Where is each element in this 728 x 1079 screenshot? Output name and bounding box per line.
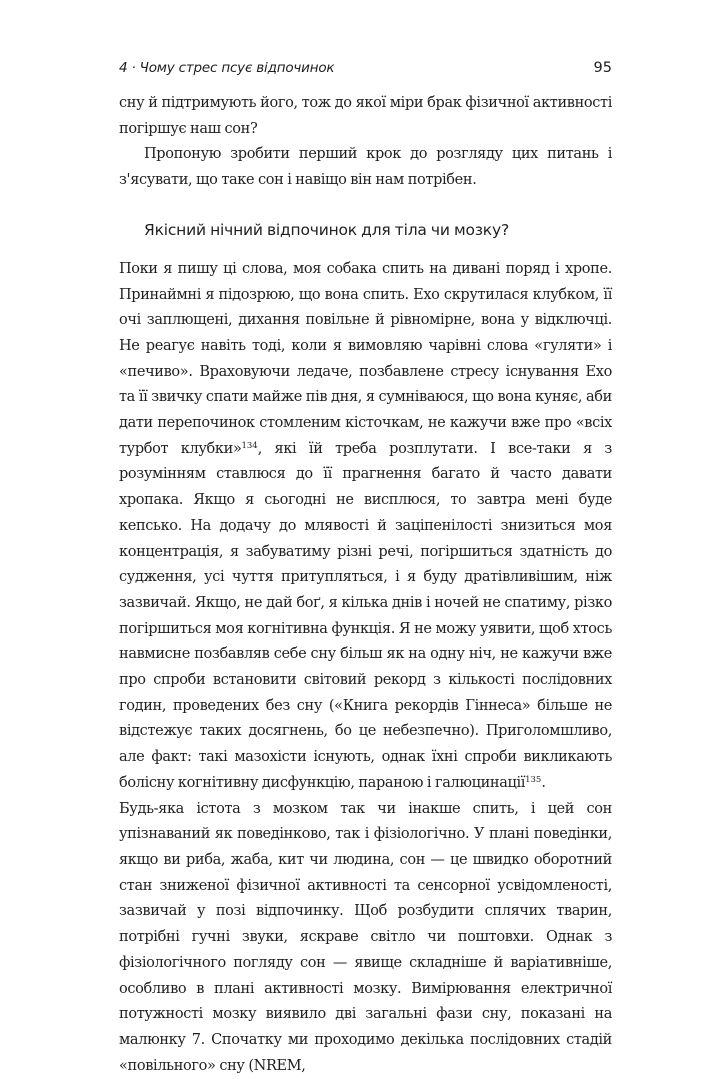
paragraph (119, 257, 612, 797)
paragraph-continued (119, 91, 612, 142)
section-heading: Якісний нічний відпочинок для тіла чи мозку? (144, 220, 509, 239)
running-header (119, 57, 612, 79)
body-text (119, 91, 612, 1079)
paragraph (119, 797, 612, 1079)
paragraph-text: Поки я пишу ці слова, моя собака спить на дивані поряд і хропе. Принаймні я підозрюю, що вона спить. Ехо скрутилася клубком, її очі заплющені, дихання повільне й рівномірне, вона у відключці. Не реагує навіть тоді, коли я вимовляю чарівні слова «гуляти» і «печиво». Враховуючи ледаче, позбавлене стресу існування Ехо та її звичку спати майже пів дня, я сумніваюся, що вона куняє, аби дати перепочинок стомленим кісточкам, не кажучи вже про «всіх турбот клубки» (119, 260, 612, 457)
abbreviation: NREM (253, 1057, 302, 1074)
paragraph-text: . (541, 774, 546, 791)
paragraph-text: Пропоную зробити перший крок до розгляду цих питань і з'ясувати, що таке сон і навіщо він нам потрібен. (119, 146, 612, 189)
page-number: 95 (593, 60, 612, 76)
footnote-ref[interactable]: 134 (241, 440, 258, 451)
paragraph-text: , які їй треба розплутати. І все-таки я з розумінням ставлюся до її прагнення багато й часто давати хропака. Якщо я сьогодні не висплюся, то завтра мені буде кепсько. На додачу до млявості й заціпенілості знизиться моя концентрація, я забуватиму різні речі, погіршиться здатність до судження, усі чуття притупляться, і я буду дратівливішим, ніж зазвичай. Якщо, не дай боґ, я кілька днів і ночей не спатиму, різко погіршиться моя когнітивна функція. Я не можу уявити, щоб хтось навмисне позбавляв себе сну більш як на одну ніч, не кажучи вже про спроби встановити світовий рекорд з кількості послідовних годин, проведених без сну («Книга рекордів Гіннеса» більше не відстежує таких досягнень, бо це небезпечно). Приголомшливо, але факт: такі мазохісти існують, однак їхні спроби викликають болісну когнітивну дисфункцію, параною і галюцинації (119, 440, 612, 791)
chapter-title: 4 · Чому стрес псує відпочинок (119, 60, 335, 76)
paragraph-text: сну й підтримують його, тож до якої міри брак фізичної активності погіршує наш сон? (119, 95, 612, 137)
paragraph-text: , (301, 1057, 306, 1074)
footnote-ref[interactable]: 135 (525, 774, 542, 785)
book-page (119, 0, 612, 1074)
paragraph (119, 142, 612, 193)
paragraph-text: Будь-яка істота з мозком так чи інакше спить, і цей сон упізнаваний як поведінково, так і фізіологічно. У плані поведінки, якщо ви риба, жаба, кит чи людина, сон — це швидко оборотний стан зниженої фізичної активності та сенсорної усвідомленості, зазвичай у позі відпочинку. Щоб розбудити сплячих тварин, потрібні гучні звуки, яскраве світло чи поштовхи. Однак з фізіологічного погляду сон — явище складніше й варіативніше, особливо в плані активності мозку. Вимірювання електричної потужності мозку виявило дві загальні фази сну, показані на малюнку 7. Спочатку ми проходимо декілька послідовних стадій «повільного» сну ( (119, 800, 612, 1074)
